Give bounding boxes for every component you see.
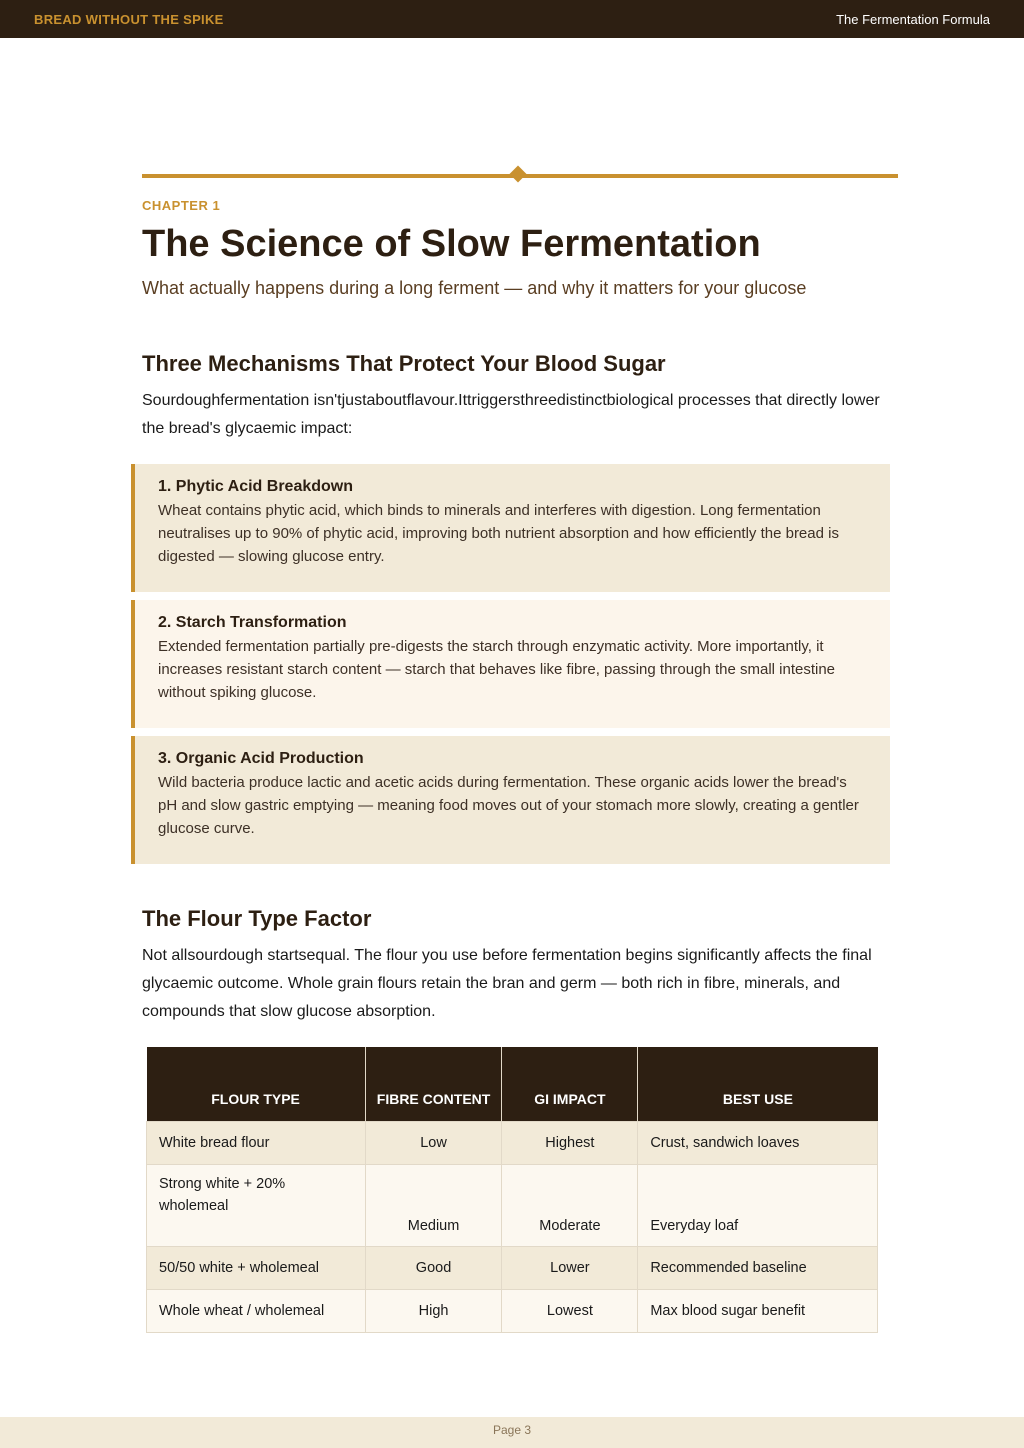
mechanism-card: [131, 736, 890, 864]
table-cell: High: [365, 1290, 502, 1333]
chapter-title: The Science of Slow Fermentation: [142, 223, 761, 265]
mechanism-card: [131, 464, 890, 592]
table-cell: Moderate: [502, 1165, 638, 1247]
table-cell: Everyday loaf: [638, 1165, 878, 1247]
mechanism-body: Extended fermentation partially pre-digests the starch through enzymatic activity. More importantly, it increases resistant starch content — starch that behaves like fibre, passing through the small intestine without spiking glucose.: [158, 638, 836, 701]
mechanism-card: [131, 600, 890, 728]
table-cell: Whole wheat / wholemeal: [147, 1290, 366, 1333]
table-cell: Crust, sandwich loaves: [638, 1122, 878, 1165]
table-row: [147, 1165, 878, 1247]
chapter-label: CHAPTER 1: [142, 198, 221, 213]
running-header: [0, 0, 1024, 38]
table-row: [147, 1122, 878, 1165]
table-row: [147, 1290, 878, 1333]
mechanism-title: 1. Phytic Acid Breakdown: [158, 478, 354, 495]
column-header: FLOUR TYPE: [147, 1047, 366, 1122]
flour-comparison-table: [146, 1047, 878, 1333]
table-cell: Low: [365, 1122, 502, 1165]
chapter-subtitle: What actually happens during a long ferment — and why it matters for your glucose: [142, 278, 807, 298]
column-header: GI IMPACT: [502, 1047, 638, 1122]
table-cell: Lower: [502, 1247, 638, 1290]
page-number: Page 3: [492, 1423, 532, 1437]
book-title: The Fermentation Formula: [836, 11, 990, 27]
section-heading-flour: The Flour Type Factor: [142, 906, 372, 931]
table-cell: Max blood sugar benefit: [638, 1290, 878, 1333]
section-intro-flour: Not allsourdough startsequal. The flour you use before fermentation begins significantly affects the final glycaemic outcome. Whole grain flours retain the bran and germ — both rich in fibre, minerals, and compounds that slow glucose absorption.: [142, 947, 872, 1020]
table-cell: Good: [365, 1247, 502, 1290]
table-cell: Medium: [365, 1165, 502, 1247]
table-cell: Recommended baseline: [638, 1247, 878, 1290]
page-footer: [0, 1417, 1024, 1448]
section-heading-mechanisms: Three Mechanisms That Protect Your Blood Sugar: [142, 351, 666, 376]
mechanism-body: Wheat contains phytic acid, which binds to minerals and interferes with digestion. Long fermentation neutralises up to 90% of phytic acid, improving both nutrient absorption and how efficiently the bread is digested — slowing glucose entry.: [158, 502, 839, 565]
column-header: BEST USE: [638, 1047, 878, 1122]
table-row: [147, 1247, 878, 1290]
mechanism-title: 2. Starch Transformation: [158, 614, 347, 631]
column-header: FIBRE CONTENT: [365, 1047, 502, 1122]
table-cell: White bread flour: [147, 1122, 366, 1165]
divider-diamond-icon: [510, 166, 527, 183]
section-intro-mechanisms: Sourdoughfermentation isn'tjustaboutflavour.Ittriggersthreedistinctbiological processes that directly lower the bread's glycaemic impact:: [142, 392, 880, 437]
brand-label: BREAD WITHOUT THE SPIKE: [34, 11, 224, 27]
table-cell: Strong white + 20% wholemeal: [147, 1165, 366, 1247]
table-header-row: [147, 1047, 878, 1122]
table-cell: Lowest: [502, 1290, 638, 1333]
table-cell: 50/50 white + wholemeal: [147, 1247, 366, 1290]
mechanism-title: 3. Organic Acid Production: [158, 750, 364, 767]
mechanism-body: Wild bacteria produce lactic and acetic acids during fermentation. These organic acids lower the bread's pH and slow gastric emptying — meaning food moves out of your stomach more slowly, creating a gentler glucose curve.: [158, 774, 859, 837]
table-cell: Highest: [502, 1122, 638, 1165]
